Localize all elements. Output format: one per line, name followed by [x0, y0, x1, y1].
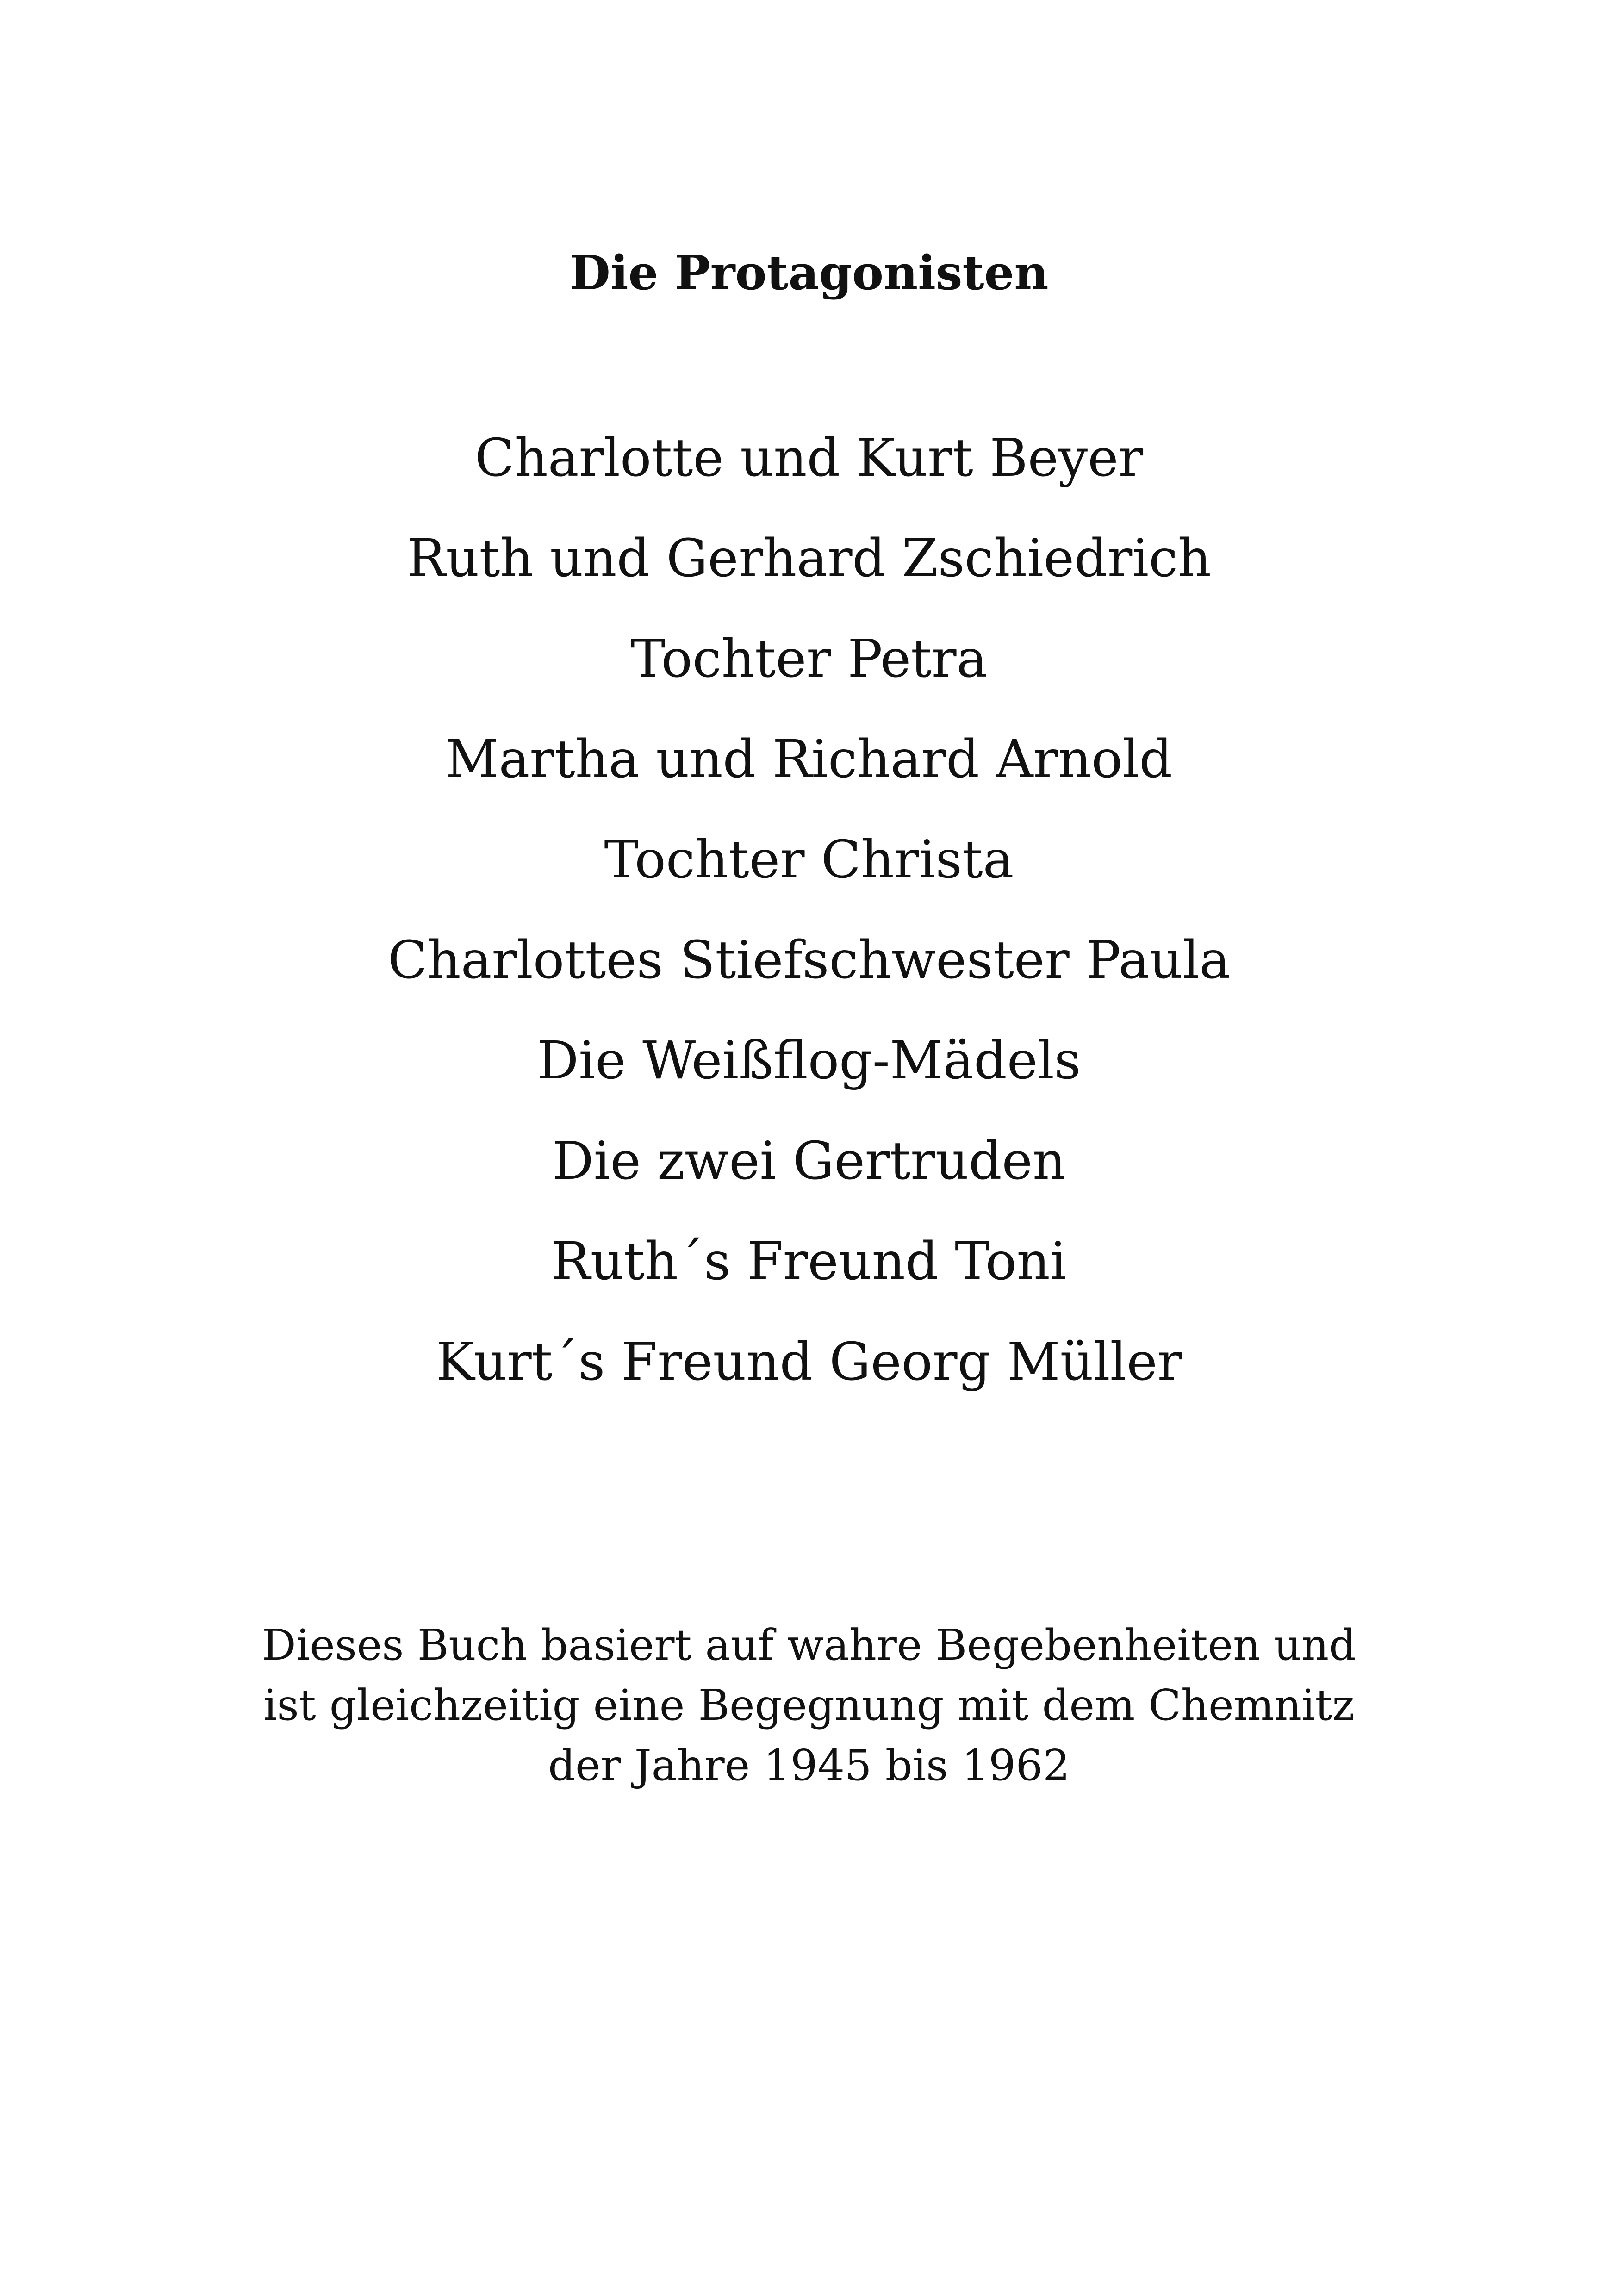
- protagonist-item: Tochter Petra: [630, 629, 988, 689]
- protagonist-item: Die Weißflog-Mädels: [537, 1031, 1081, 1091]
- protagonist-item: Ruth´s Freund Toni: [551, 1232, 1067, 1292]
- page-title: Die Protagonisten: [569, 245, 1049, 301]
- protagonist-item: Ruth und Gerhard Zschiedrich: [407, 529, 1211, 589]
- book-note: [0, 1615, 1618, 1796]
- protagonist-item: Tochter Christa: [604, 830, 1014, 890]
- protagonist-item: Kurt´s Freund Georg Müller: [436, 1332, 1182, 1392]
- note-line: Dieses Buch basiert auf wahre Begebenheiten und: [262, 1620, 1356, 1670]
- protagonist-item: Charlotte und Kurt Beyer: [474, 428, 1144, 488]
- protagonist-list: [0, 421, 1618, 1425]
- note-line: der Jahre 1945 bis 1962: [548, 1741, 1070, 1790]
- protagonist-item: Die zwei Gertruden: [552, 1131, 1066, 1191]
- protagonist-item: Charlottes Stiefschwester Paula: [387, 930, 1231, 990]
- note-line: ist gleichzeitig eine Begegnung mit dem Chemnitz: [263, 1680, 1355, 1730]
- protagonist-item: Martha und Richard Arnold: [445, 729, 1173, 790]
